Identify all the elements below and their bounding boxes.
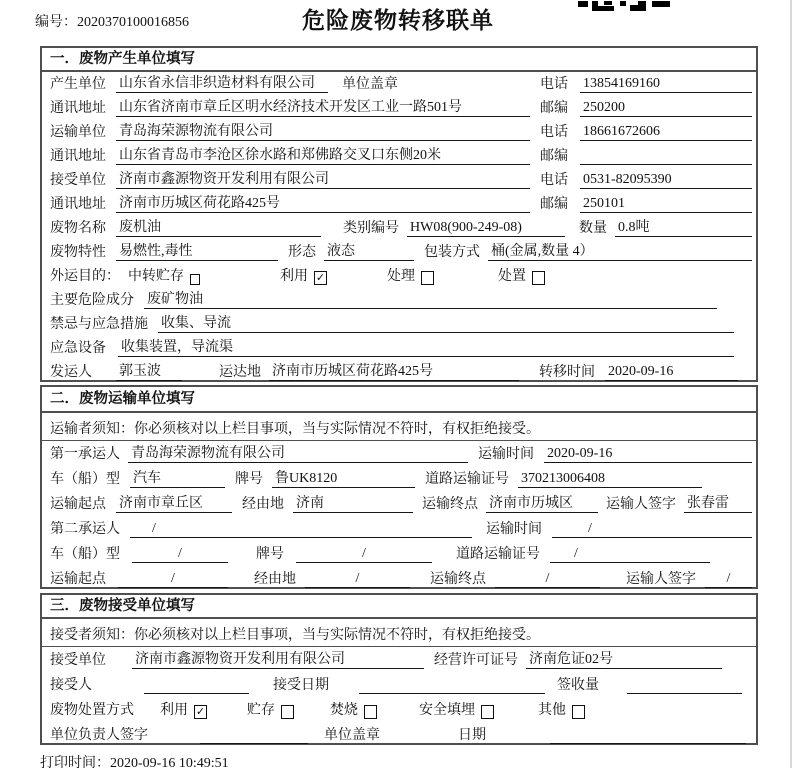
accept-date-value	[359, 677, 545, 694]
sender-label: 发运人	[50, 365, 92, 380]
vehicle-type-label: 车（船）型	[50, 547, 120, 562]
received-qty-label: 签收量	[557, 678, 599, 693]
accepting-unit-value: 济南市鑫源物资开发利用有限公司	[132, 648, 424, 669]
row-route-2	[42, 566, 756, 591]
terminus-label: 运输终点	[430, 572, 486, 587]
quantity-value: 0.8吨	[615, 216, 752, 237]
transport-time-label: 运输时间	[478, 447, 534, 462]
vehicle-type-2-value: /	[132, 546, 228, 563]
disposal-incinerate-checkbox	[364, 705, 377, 719]
row-acceptor	[42, 672, 756, 697]
disposal-other-checkbox	[572, 705, 585, 719]
print-time	[40, 752, 758, 768]
disposal-other-label: 其他	[538, 703, 566, 718]
zip-label: 邮编	[540, 101, 568, 116]
disposal-storage-checkbox	[281, 705, 294, 719]
receiver-zip-value: 250101	[580, 196, 752, 213]
waste-name-label: 废物名称	[50, 221, 106, 236]
zip-label: 邮编	[540, 149, 568, 164]
row-transport-address	[42, 144, 756, 168]
receiver-unit-label: 接受单位	[50, 173, 106, 188]
producer-zip-value: 250200	[580, 100, 752, 117]
transporter-sign-label: 运输人签字	[606, 497, 676, 512]
section-producer	[40, 46, 758, 382]
row-accepting-unit	[42, 647, 756, 672]
sender-value: 郭玉波	[116, 360, 182, 381]
disposal-incinerate-label: 焚烧	[330, 703, 358, 718]
producer-label: 产生单位	[50, 77, 106, 92]
phone-label: 电话	[540, 125, 568, 140]
producer-value: 山东省永信非织造材料有限公司	[116, 72, 328, 93]
hazard-components-value: 废矿物油	[144, 288, 717, 309]
packing-label: 包装方式	[424, 245, 480, 260]
row-producer	[42, 72, 756, 96]
qr-code-partial	[578, 0, 670, 16]
serial-label: 编号：	[35, 15, 77, 30]
road-permit-label: 道路运输证号	[456, 547, 540, 562]
transfer-time-label: 转移时间	[539, 365, 595, 380]
vehicle-type-label: 车（船）型	[50, 472, 120, 487]
purpose-dispose-label: 处置	[498, 269, 526, 284]
unit-seal-label: 单位盖章	[324, 728, 380, 743]
row-vehicle-1	[42, 466, 756, 491]
section-receiver-heading: 三．废物接受单位填写	[42, 595, 756, 619]
origin-label: 运输起点	[50, 572, 106, 587]
qr-code-partial-icon	[578, 1, 670, 11]
purpose-treat-label: 处理	[387, 269, 415, 284]
road-permit-2-value: /	[550, 546, 710, 563]
row-hazard-components	[42, 288, 756, 312]
address-label: 通讯地址	[50, 197, 106, 212]
disposal-utilize-label: 利用	[160, 703, 188, 718]
plate-number-2-value: /	[296, 546, 432, 563]
section-transporter-heading: 二．废物运输单位填写	[42, 387, 756, 413]
purpose-utilize-checkbox: ✓	[315, 271, 326, 284]
accept-date-label: 接受日期	[273, 678, 329, 693]
via-value: 济南	[293, 492, 413, 513]
transport-address-value: 山东省青岛市李沧区徐水路和郑佛路交叉口东侧20米	[116, 144, 530, 165]
row-receiver-address	[42, 192, 756, 216]
form-state-value: 液态	[324, 240, 414, 261]
row-waste-name	[42, 216, 756, 240]
transport-phone-value: 18661672606	[580, 124, 752, 141]
terminus-value: 济南市历城区	[486, 492, 598, 513]
transport-time-label: 运输时间	[486, 522, 542, 537]
received-qty-value	[627, 677, 742, 694]
quantity-label: 数量	[579, 221, 607, 236]
receiver-notice: 接受者须知：你必须核对以上栏目事项，当与实际情况不符时，有权拒绝接受。	[42, 619, 756, 647]
row-head-signature	[42, 722, 756, 747]
road-permit-value: 370213006408	[518, 471, 702, 488]
plate-number-value: 鲁UK8120	[272, 467, 415, 488]
form-content	[40, 46, 758, 768]
purpose-label: 外运目的：	[50, 269, 120, 284]
producer-phone-value: 13854169160	[580, 76, 752, 93]
transport-unit-label: 运输单位	[50, 125, 106, 140]
row-first-carrier	[42, 441, 756, 466]
row-second-carrier	[42, 516, 756, 541]
waste-character-value: 易燃性,毒性	[116, 240, 278, 261]
purpose-utilize-label: 利用	[280, 269, 308, 284]
row-emergency-equipment	[42, 336, 756, 360]
first-carrier-label: 第一承运人	[50, 447, 120, 462]
section-producer-heading: 一．废物产生单位填写	[42, 48, 756, 72]
second-carrier-value: /	[130, 521, 472, 538]
transporter-notice: 运输者须知：你必须核对以上栏目事项，当与实际情况不符时，有权拒绝接受。	[42, 413, 756, 441]
taboo-measures-value: 收集、导流	[158, 312, 734, 333]
transport-time-2-value: /	[552, 521, 752, 538]
row-taboo-measures	[42, 312, 756, 336]
waste-name-value: 废机油	[116, 216, 321, 237]
transporter-sign-value: 张春雷	[684, 492, 752, 513]
first-carrier-value: 青岛海荣源物流有限公司	[128, 442, 468, 463]
purpose-treat-checkbox	[421, 271, 434, 285]
phone-label: 电话	[540, 173, 568, 188]
destination-label: 运达地	[219, 365, 261, 380]
acceptor-label: 接受人	[50, 678, 92, 693]
acceptor-value	[144, 677, 249, 694]
packing-value: 桶(金属,数量 4）	[488, 240, 752, 261]
row-vehicle-2	[42, 541, 756, 566]
vehicle-type-value: 汽车	[130, 467, 225, 488]
purpose-transit-storage-label: 中转贮存	[128, 269, 184, 284]
row-disposal-method	[42, 697, 756, 722]
row-sender	[42, 360, 756, 384]
row-route-1	[42, 491, 756, 516]
address-label: 通讯地址	[50, 101, 106, 116]
date-label: 日期	[458, 728, 486, 743]
receiver-address-value: 济南市历城区荷花路425号	[116, 192, 530, 213]
disposal-storage-label: 贮存	[247, 703, 275, 718]
transporter-sign-2-value: /	[705, 571, 752, 588]
unit-seal-label: 单位盖章	[342, 77, 398, 92]
row-transport-unit	[42, 120, 756, 144]
zip-label: 邮编	[540, 197, 568, 212]
purpose-transit-storage-checkbox	[190, 274, 200, 285]
terminus-label: 运输终点	[422, 497, 478, 512]
taboo-measures-label: 禁忌与应急措施	[50, 317, 148, 332]
print-time-value: 2020-09-16 10:49:51	[110, 756, 229, 768]
emergency-equipment-value: 收集装置，导流渠	[118, 336, 734, 357]
head-signature-value	[200, 727, 308, 744]
plate-number-label: 牌号	[256, 547, 284, 562]
row-waste-character	[42, 240, 756, 264]
print-time-label: 打印时间：	[40, 756, 110, 768]
via-label: 经由地	[254, 572, 296, 587]
row-receiver-unit	[42, 168, 756, 192]
row-transfer-purpose	[42, 264, 756, 288]
page-title: 危险废物转移联单	[302, 7, 494, 33]
destination-value: 济南市历城区荷花路425号	[269, 360, 519, 381]
address-label: 通讯地址	[50, 149, 106, 164]
head-signature-label: 单位负责人签字	[50, 728, 148, 743]
purpose-dispose-checkbox	[532, 271, 545, 285]
disposal-landfill-checkbox	[481, 705, 494, 719]
disposal-landfill-label: 安全填埋	[419, 703, 475, 718]
second-carrier-label: 第二承运人	[50, 522, 120, 537]
page-edge-divider	[790, 0, 792, 768]
date-value	[550, 727, 746, 744]
section-receiver	[40, 593, 758, 745]
hazard-components-label: 主要危险成分	[50, 293, 134, 308]
disposal-method-label: 废物处置方式	[50, 703, 134, 718]
via-label: 经由地	[242, 497, 284, 512]
receiver-unit-value: 济南市鑫源物资开发利用有限公司	[116, 168, 530, 189]
terminus-2-value: /	[495, 571, 600, 588]
row-producer-address	[42, 96, 756, 120]
transfer-time-value: 2020-09-16	[605, 364, 738, 381]
transport-time-value: 2020-09-16	[544, 446, 752, 463]
section-transporter	[40, 385, 758, 589]
plate-number-label: 牌号	[235, 472, 263, 487]
category-code-value: HW08(900-249-08)	[407, 220, 565, 237]
origin-label: 运输起点	[50, 497, 106, 512]
receiver-phone-value: 0531-82095390	[580, 172, 752, 189]
transporter-sign-label: 运输人签字	[626, 572, 696, 587]
road-permit-label: 道路运输证号	[425, 472, 509, 487]
form-state-label: 形态	[288, 245, 316, 260]
serial-value: 2020370100016856	[77, 15, 189, 30]
producer-address-value: 山东省济南市章丘区明水经济技术开发区工业一路501号	[116, 96, 530, 117]
emergency-equipment-label: 应急设备	[50, 341, 106, 356]
category-code-label: 类别编号	[343, 221, 399, 236]
via-2-value: /	[305, 571, 410, 588]
transport-unit-value: 青岛海荣源物流有限公司	[116, 120, 530, 141]
waste-character-label: 废物特性	[50, 245, 106, 260]
phone-label: 电话	[540, 77, 568, 92]
accepting-unit-label: 接受单位	[50, 653, 106, 668]
transport-zip-value	[580, 148, 752, 165]
origin-2-value: /	[118, 571, 228, 588]
license-number-value: 济南危证02号	[526, 648, 722, 669]
disposal-utilize-checkbox: ✓	[195, 705, 206, 718]
origin-value: 济南市章丘区	[116, 492, 232, 513]
license-number-label: 经营许可证号	[434, 653, 518, 668]
